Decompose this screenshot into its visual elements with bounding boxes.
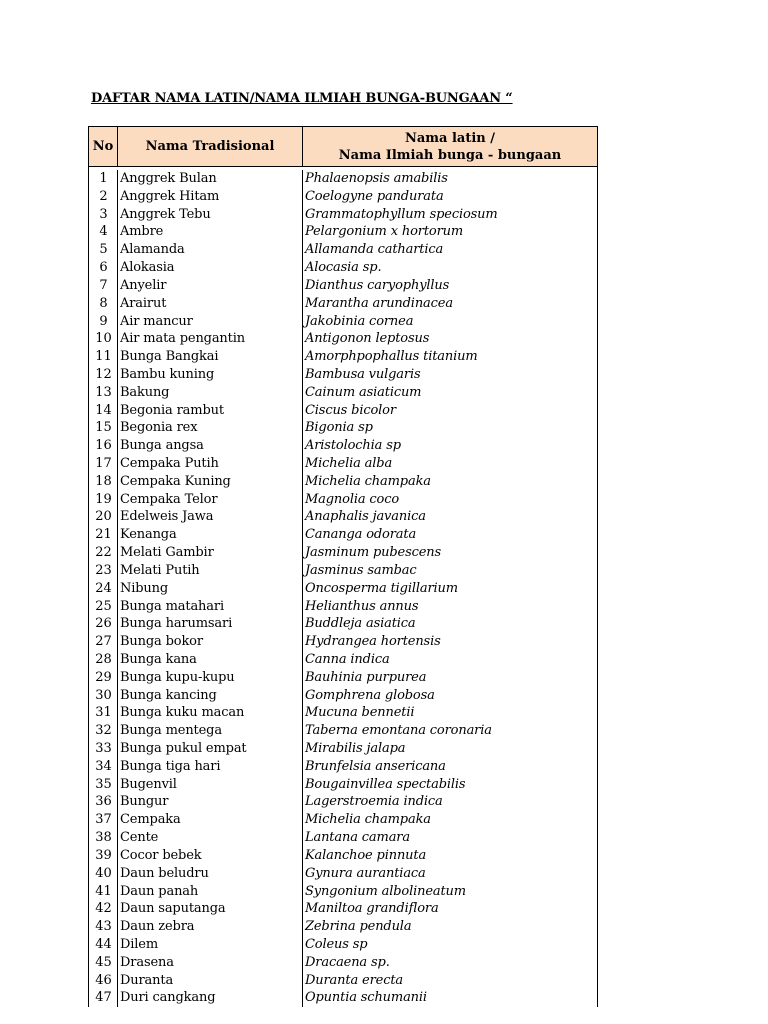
table-row — [89, 455, 597, 473]
table-row — [89, 241, 597, 259]
row-latin-name: Coelogyne pandurata — [305, 188, 444, 204]
row-traditional-name: Cempaka Putih — [118, 455, 303, 473]
row-latin-name: Bauhinia purpurea — [305, 669, 427, 685]
table-row — [89, 740, 597, 758]
table-row — [89, 419, 597, 437]
row-number: 32 — [89, 722, 118, 740]
table-row — [89, 900, 597, 918]
table-row — [89, 615, 597, 633]
row-latin-name: Helianthus annus — [305, 598, 419, 614]
table-row — [89, 704, 597, 722]
row-latin-name: Grammatophyllum speciosum — [305, 206, 498, 222]
row-latin-name: Phalaenopsis amabilis — [305, 171, 448, 186]
table-row — [89, 526, 597, 544]
row-traditional-name: Daun beludru — [118, 865, 303, 883]
header-latin-line2: Nama Ilmiah bunga - bungaan — [338, 148, 562, 163]
row-traditional-name: Daun saputanga — [118, 900, 303, 918]
row-latin-name: Opuntia schumanii — [305, 990, 427, 1006]
row-traditional-name: Bunga harumsari — [118, 615, 303, 633]
row-number: 46 — [89, 972, 118, 990]
row-latin-name: Anaphalis javanica — [305, 509, 426, 525]
row-number: 38 — [89, 829, 118, 847]
row-number: 22 — [89, 544, 118, 562]
table-row — [89, 793, 597, 811]
row-latin-name: Lagerstroemia indica — [305, 794, 443, 810]
row-traditional-name: Bambu kuning — [118, 366, 303, 384]
table-row — [89, 170, 597, 188]
table-row — [89, 687, 597, 705]
row-number: 14 — [89, 402, 118, 420]
row-traditional-name: Cocor bebek — [118, 847, 303, 865]
row-number: 30 — [89, 687, 118, 705]
row-latin-name: Gomphrena globosa — [305, 687, 435, 703]
row-traditional-name: Bungur — [118, 793, 303, 811]
row-traditional-name: Begonia rex — [118, 419, 303, 437]
header-latin-name — [303, 127, 597, 166]
table-row — [89, 188, 597, 206]
row-latin-name: Michelia champaka — [305, 812, 431, 828]
row-latin-name: Gynura aurantiaca — [305, 865, 426, 881]
row-latin-name: Bigonia sp — [305, 420, 373, 436]
row-number: 1 — [89, 170, 118, 188]
row-latin-name: Brunfelsia ansericana — [305, 758, 446, 774]
row-traditional-name: Bunga kupu-kupu — [118, 669, 303, 687]
row-latin-name: Mucuna bennetii — [305, 705, 415, 721]
row-traditional-name: Begonia rambut — [118, 402, 303, 420]
table-row — [89, 972, 597, 990]
row-number: 31 — [89, 704, 118, 722]
row-number: 9 — [89, 313, 118, 331]
row-number: 12 — [89, 366, 118, 384]
table-row — [89, 508, 597, 526]
row-number: 39 — [89, 847, 118, 865]
row-traditional-name: Bunga kancing — [118, 687, 303, 705]
row-traditional-name: Duri cangkang — [118, 989, 303, 1007]
table-row — [89, 989, 597, 1007]
table-row — [89, 883, 597, 901]
row-number: 23 — [89, 562, 118, 580]
row-latin-name: Michelia alba — [305, 456, 393, 471]
row-latin-name: Cananga odorata — [305, 527, 417, 543]
row-latin-name: Ciscus bicolor — [305, 402, 396, 418]
row-number: 21 — [89, 526, 118, 544]
row-latin-name: Buddleja asiatica — [305, 616, 416, 632]
table-row — [89, 562, 597, 580]
row-traditional-name: Bugenvil — [118, 776, 303, 794]
row-traditional-name: Cempaka Kuning — [118, 473, 303, 491]
row-number: 47 — [89, 989, 118, 1007]
table-row — [89, 758, 597, 776]
row-traditional-name: Daun zebra — [118, 918, 303, 936]
table-row — [89, 330, 597, 348]
row-number: 10 — [89, 330, 118, 348]
row-traditional-name: Ambre — [118, 223, 303, 241]
row-number: 7 — [89, 277, 118, 295]
row-number: 40 — [89, 865, 118, 883]
header-no: No — [89, 127, 118, 166]
row-traditional-name: Dilem — [118, 936, 303, 954]
row-number: 35 — [89, 776, 118, 794]
row-traditional-name: Kenanga — [118, 526, 303, 544]
row-number: 8 — [89, 295, 118, 313]
row-traditional-name: Anggrek Bulan — [118, 170, 303, 188]
table-row — [89, 936, 597, 954]
row-latin-name: Oncosperma tigillarium — [305, 580, 458, 596]
row-number: 43 — [89, 918, 118, 936]
table-header — [89, 127, 597, 167]
row-latin-name: Jasminus sambac — [305, 562, 417, 578]
row-latin-name: Mirabilis jalapa — [305, 741, 406, 756]
row-number: 20 — [89, 508, 118, 526]
table-row — [89, 918, 597, 936]
row-traditional-name: Bunga Bangkai — [118, 348, 303, 366]
row-number: 16 — [89, 437, 118, 455]
row-latin-name: Michelia champaka — [305, 473, 431, 489]
row-number: 26 — [89, 615, 118, 633]
row-number: 17 — [89, 455, 118, 473]
row-number: 6 — [89, 259, 118, 277]
row-number: 45 — [89, 954, 118, 972]
table-row — [89, 223, 597, 241]
row-traditional-name: Bunga bokor — [118, 633, 303, 651]
row-number: 27 — [89, 633, 118, 651]
table-row — [89, 954, 597, 972]
row-latin-name: Allamanda cathartica — [305, 242, 444, 258]
table-row — [89, 811, 597, 829]
row-traditional-name: Bunga pukul empat — [118, 740, 303, 758]
row-number: 11 — [89, 348, 118, 366]
row-traditional-name: Air mancur — [118, 313, 303, 331]
table-row — [89, 295, 597, 313]
row-traditional-name: Duranta — [118, 972, 303, 990]
table-row — [89, 366, 597, 384]
table-row — [89, 669, 597, 687]
table-row — [89, 651, 597, 669]
row-number: 2 — [89, 188, 118, 206]
row-latin-name: Coleus sp — [305, 936, 368, 952]
row-traditional-name: Bunga matahari — [118, 598, 303, 616]
table-row — [89, 847, 597, 865]
row-traditional-name: Bunga kuku macan — [118, 704, 303, 722]
row-number: 42 — [89, 900, 118, 918]
row-number: 37 — [89, 811, 118, 829]
row-traditional-name: Cempaka — [118, 811, 303, 829]
table-row — [89, 544, 597, 562]
table-row — [89, 491, 597, 509]
row-number: 15 — [89, 419, 118, 437]
header-latin-line1: Nama latin / — [404, 131, 496, 146]
row-number: 5 — [89, 241, 118, 259]
table-row — [89, 580, 597, 598]
row-latin-name: Cainum asiaticum — [305, 384, 422, 400]
row-traditional-name: Cempaka Telor — [118, 491, 303, 509]
row-traditional-name: Anyelir — [118, 277, 303, 295]
row-traditional-name: Melati Gambir — [118, 544, 303, 562]
row-latin-name: Bougainvillea spectabilis — [305, 776, 466, 792]
row-traditional-name: Nibung — [118, 580, 303, 598]
flower-names-table — [88, 126, 598, 1007]
row-latin-name: Duranta erecta — [305, 972, 403, 988]
row-number: 29 — [89, 669, 118, 687]
table-row — [89, 277, 597, 295]
row-latin-name: Canna indica — [305, 651, 390, 667]
row-traditional-name: Alamanda — [118, 241, 303, 259]
table-row — [89, 829, 597, 847]
table-row — [89, 259, 597, 277]
row-number: 3 — [89, 206, 118, 224]
table-row — [89, 437, 597, 455]
table-row — [89, 384, 597, 402]
row-latin-name: Marantha arundinacea — [305, 295, 453, 311]
row-number: 19 — [89, 491, 118, 509]
row-traditional-name: Anggrek Tebu — [118, 206, 303, 224]
row-traditional-name: Melati Putih — [118, 562, 303, 580]
row-latin-name: Dracaena sp. — [305, 954, 390, 970]
table-row — [89, 402, 597, 420]
row-latin-name: Zebrina pendula — [305, 919, 412, 935]
row-traditional-name: Bunga tiga hari — [118, 758, 303, 776]
row-number: 33 — [89, 740, 118, 758]
row-traditional-name: Air mata pengantin — [118, 330, 303, 348]
row-traditional-name: Bakung — [118, 384, 303, 402]
row-traditional-name: Daun panah — [118, 883, 303, 901]
table-row — [89, 348, 597, 366]
row-number: 28 — [89, 651, 118, 669]
row-number: 44 — [89, 936, 118, 954]
table-row — [89, 776, 597, 794]
header-traditional-name: Nama Tradisional — [118, 127, 303, 166]
row-latin-name: Lantana camara — [305, 830, 410, 846]
row-latin-name: Syngonium albolineatum — [305, 883, 466, 899]
row-traditional-name: Cente — [118, 829, 303, 847]
row-latin-name: Alocasia sp. — [305, 260, 382, 276]
row-latin-name: Antigonon leptosus — [305, 331, 430, 347]
row-number: 36 — [89, 793, 118, 811]
row-latin-name: Jasminum pubescens — [305, 545, 442, 561]
row-traditional-name: Anggrek Hitam — [118, 188, 303, 206]
row-number: 4 — [89, 223, 118, 241]
document-title: DAFTAR NAMA LATIN/NAMA ILMIAH BUNGA-BUNGAAN “ — [91, 91, 513, 106]
table-row — [89, 473, 597, 491]
row-latin-name: Bambusa vulgaris — [305, 366, 421, 382]
row-traditional-name: Drasena — [118, 954, 303, 972]
table-row — [89, 313, 597, 331]
table-row — [89, 865, 597, 883]
table-row — [89, 206, 597, 224]
row-number: 13 — [89, 384, 118, 402]
table-body — [89, 167, 597, 1007]
row-traditional-name: Bunga angsa — [118, 437, 303, 455]
row-latin-name: Hydrangea hortensis — [305, 634, 441, 650]
row-traditional-name: Arairut — [118, 295, 303, 313]
table-row — [89, 598, 597, 616]
row-latin-name: Kalanchoe pinnuta — [305, 847, 427, 863]
row-latin-name: Taberna emontana coronaria — [305, 723, 492, 739]
row-traditional-name: Bunga kana — [118, 651, 303, 669]
row-latin-name: Magnolia coco — [305, 491, 400, 507]
row-latin-name: Aristolochia sp — [305, 438, 401, 454]
row-latin-name: Dianthus caryophyllus — [305, 277, 450, 293]
row-traditional-name: Alokasia — [118, 259, 303, 277]
table-row — [89, 722, 597, 740]
row-latin-name: Jakobinia cornea — [305, 313, 414, 329]
table-row — [89, 633, 597, 651]
row-latin-name: Amorphpophallus titanium — [305, 349, 478, 365]
row-number: 25 — [89, 598, 118, 616]
row-number: 24 — [89, 580, 118, 598]
row-traditional-name: Bunga mentega — [118, 722, 303, 740]
row-number: 41 — [89, 883, 118, 901]
row-number: 18 — [89, 473, 118, 491]
row-latin-name: Pelargonium x hortorum — [305, 224, 464, 240]
row-traditional-name: Edelweis Jawa — [118, 508, 303, 526]
row-number: 34 — [89, 758, 118, 776]
row-latin-name: Maniltoa grandiflora — [305, 901, 439, 917]
